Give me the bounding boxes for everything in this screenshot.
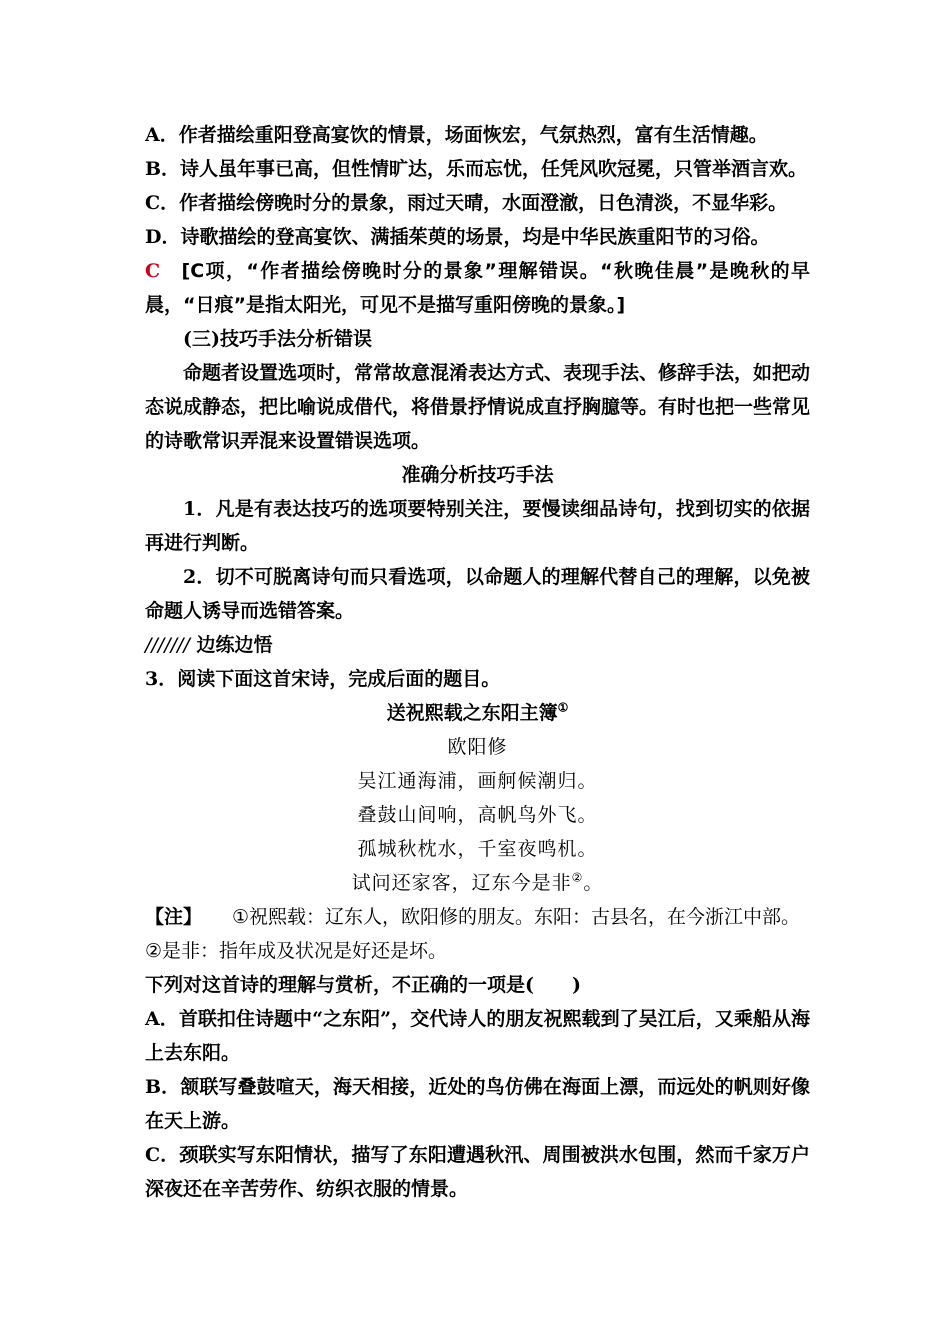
option-b: B．诗人虽年事已高，但性情旷达，乐而忘忧，任凭风吹冠冕，只管举酒言欢。	[145, 158, 808, 180]
section-subheading: 准确分析技巧手法	[401, 464, 554, 486]
answer-block	[145, 254, 810, 322]
question-prompt: 下列对这首诗的理解与赏析，不正确的一项是( )	[145, 974, 581, 996]
answer-explanation: [C项，“作者描绘傍晚时分的景象”理解错误。“秋晚佳晨”是晚秋的早晨，“日痕”是指太阳光，可见不是描写重阳傍晚的景象。]	[145, 260, 810, 316]
practice-slashes: ///////	[145, 634, 190, 656]
note-1: ①祝熙载：辽东人，欧阳修的朋友。东阳：古县名，在今浙江中部。	[232, 906, 801, 928]
poem-line-2: 叠鼓山间响，高帆鸟外飞。	[357, 804, 598, 826]
answer-letter: C	[145, 260, 161, 282]
note-label: 【注】	[145, 906, 203, 928]
poem-title	[145, 696, 810, 730]
question-stem: 3．阅读下面这首宋诗，完成后面的题目。	[145, 668, 501, 690]
note-2: ②是非：指年成及状况是好还是坏。	[145, 940, 448, 962]
option-c: C．作者描绘傍晚时分的景象，雨过天晴，水面澄澈，日色清淡，不显华彩。	[145, 192, 788, 214]
poem-title-text: 送祝熙载之东阳主簿	[386, 702, 558, 724]
poem-line-4-text: 试问还家客，辽东今是非	[351, 872, 572, 894]
q3-option-a: A．首联扣住诗题中“之东阳”，交代诗人的朋友祝熙载到了吴江后，又乘船从海上去东阳。	[145, 1008, 810, 1064]
document-page	[145, 118, 810, 1206]
tip-2: 2．切不可脱离诗句而只看选项，以命题人的理解代替自己的理解，以免被命题人诱导而选错答案。	[145, 566, 810, 622]
tip-1: 1．凡是有表达技巧的选项要特别关注，要慢读细品诗句，找到切实的依据再进行判断。	[145, 498, 810, 554]
practice-label: 边练边悟	[196, 634, 273, 656]
poem-line-4-note: ②	[571, 870, 584, 885]
poem-author: 欧阳修	[447, 736, 508, 758]
poem-line-1: 吴江通海浦，画舸候潮归。	[357, 770, 598, 792]
section-heading: (三)技巧手法分析错误	[183, 328, 372, 350]
notes-line-1	[145, 900, 810, 934]
q3-option-c: C．颈联实写东阳情状，描写了东阳遭遇秋汛、周围被洪水包围，然而千家万户深夜还在辛苦劳作、纺织衣服的情景。	[145, 1144, 810, 1200]
poem-line-4	[145, 866, 810, 900]
poem-line-4-end: 。	[583, 872, 604, 894]
practice-label-line	[145, 628, 810, 662]
poem-line-3: 孤城秋枕水，千室夜鸣机。	[357, 838, 598, 860]
q3-option-b: B．颔联写叠鼓喧天，海天相接，近处的鸟仿佛在海面上漂，而远处的帆则好像在天上游。	[145, 1076, 810, 1132]
section-intro: 命题者设置选项时，常常故意混淆表达方式、表现手法、修辞手法，如把动态说成静态，把比喻说成借代，将借景抒情说成直抒胸臆等。有时也把一些常见的诗歌常识弄混来设置错误选项。	[145, 362, 811, 452]
option-d: D．诗歌描绘的登高宴饮、满插茱萸的场景，均是中华民族重阳节的习俗。	[145, 226, 770, 248]
option-a: A．作者描绘重阳登高宴饮的情景，场面恢宏，气氛热烈，富有生活情趣。	[145, 124, 768, 146]
poem-title-note: ①	[557, 700, 569, 715]
